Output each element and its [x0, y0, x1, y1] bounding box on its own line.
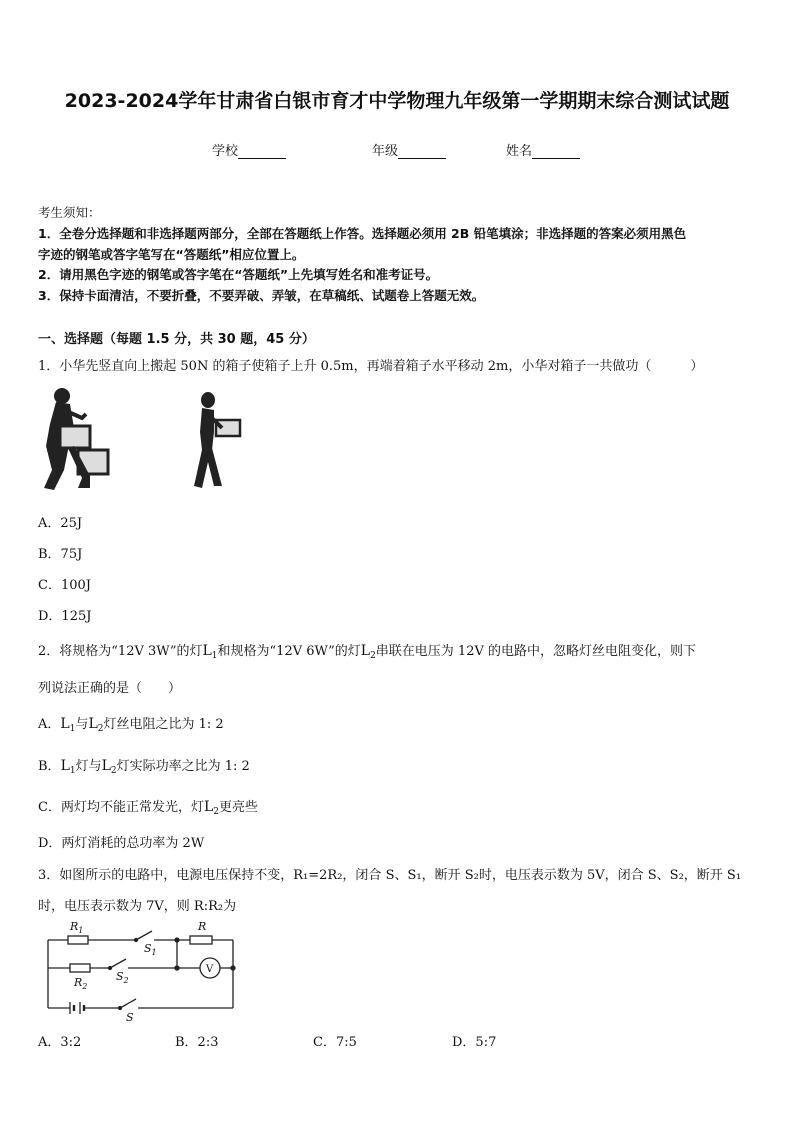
q2-option-c[interactable]: [38, 796, 258, 817]
carrying-person-figure: [194, 392, 240, 488]
grade-label: 年级: [372, 144, 399, 159]
q2a-lamp-2: L: [88, 716, 98, 732]
resistor-r: [190, 936, 212, 944]
label-r2: $R_2$: [74, 976, 88, 991]
notice-item-1a: 1．全卷分选择题和非选择题两部分，全部在答题纸上作答。选择题必须用 2B 铅笔填涂；非选择题的答案必须用黑色: [38, 226, 687, 241]
question-2-line-1: [38, 640, 696, 661]
question-1-text: 1．小华先竖直向上搬起 50N 的箱子使箱子上升 0.5m，再端着箱子水平移动 2m，小华对箱子一共做功（ ）: [38, 359, 704, 374]
resistor-r2: [70, 964, 90, 972]
q2c-sub: 2: [213, 807, 219, 817]
switch-s: [120, 999, 136, 1008]
q2a-suffix: 灯丝电阻之比为 1: 2: [103, 717, 224, 732]
q3-option-a[interactable]: A．3:2: [38, 1035, 82, 1050]
q1-option-c[interactable]: C．100J: [38, 578, 91, 593]
label-v: V: [206, 964, 214, 975]
q2b-sub-1: 1: [69, 766, 76, 776]
question-1-figure: [38, 388, 248, 494]
grade-blank[interactable]: [398, 144, 446, 159]
q2-option-b[interactable]: [38, 755, 250, 776]
name-label: 姓名: [506, 144, 533, 159]
q2-text-a: 2．将规格为“12V 3W”的灯: [38, 644, 203, 659]
q2b-lamp-2: L: [101, 758, 111, 774]
q3-option-b[interactable]: B．2:3: [175, 1035, 219, 1050]
notice-item-2: 2．请用黑色字迹的钢笔或答字笔在“答题纸”上先填写姓名和准考证号。: [38, 267, 439, 282]
q3-option-d[interactable]: D．5:7: [452, 1035, 497, 1050]
page-title: 2023-2024学年甘肃省白银市育才中学物理九年级第一学期期末综合测试试题: [64, 90, 730, 112]
q2-text-c: 串联在电压为 12V 的电路中，忽略灯丝电阻变化，则下: [375, 644, 696, 659]
switch-s2: [110, 959, 126, 968]
label-r: R: [198, 920, 207, 933]
q2-option-d[interactable]: D．两灯消耗的总功率为 2W: [38, 836, 205, 851]
q2c-suffix: 更亮些: [218, 800, 258, 815]
label-s2: $S_2$: [116, 970, 129, 985]
resistor-r1: [68, 936, 88, 944]
section-heading: 一、选择题（每题 1.5 分，共 30 题，45 分）: [38, 332, 315, 347]
switch-s1: [136, 931, 152, 940]
lamp-l2-symbol: L: [360, 643, 371, 659]
name-field: [506, 140, 580, 159]
q2b-mid: 灯与: [75, 759, 102, 774]
question-2-line-2: 列说法正确的是（ ）: [38, 681, 182, 696]
label-r1: $R_1$: [70, 920, 84, 935]
school-field: [212, 140, 286, 159]
q3-option-c[interactable]: C．7:5: [313, 1035, 357, 1050]
q2a-mid: 与: [75, 717, 89, 732]
notice-heading: 考生须知：: [38, 205, 101, 220]
name-blank[interactable]: [532, 144, 580, 159]
lifting-person-figure: [44, 388, 108, 490]
q2b-lamp-1: L: [60, 758, 70, 774]
notice-item-3: 3．保持卡面清洁，不要折叠，不要弄破、弄皱，在草稿纸、试题卷上答题无效。: [38, 288, 485, 303]
grade-field: [372, 140, 446, 159]
q1-option-b[interactable]: B．75J: [38, 547, 83, 562]
school-label: 学校: [212, 144, 239, 159]
q2a-prefix: A．: [38, 717, 61, 732]
label-s: S: [126, 1011, 134, 1023]
q2-text-b: 和规格为“12V 6W”的灯: [217, 644, 361, 659]
notice-item-1b: 字迹的钢笔或答字笔写在“答题纸”相应位置上。: [38, 247, 305, 262]
q2c-lamp: L: [203, 799, 214, 815]
label-s1: $S_1$: [144, 942, 157, 957]
circuit-diagram: [40, 918, 245, 1023]
q2b-suffix: 灯实际功率之比为 1: 2: [116, 759, 250, 774]
q2a-lamp-1: L: [60, 716, 70, 732]
q1-option-d[interactable]: D．125J: [38, 609, 92, 624]
lamp-l2-subscript: 2: [370, 651, 376, 661]
q2a-sub-1: 1: [69, 724, 76, 734]
q2c-prefix: C．两灯均不能正常发光，灯: [38, 800, 204, 815]
q2-option-a[interactable]: [38, 713, 224, 734]
question-3-line-1: 3．如图所示的电路中，电源电压保持不变，R₁=2R₂，闭合 S、S₁，断开 S₂时，电压表示数为 5V，闭合 S、S₂，断开 S₁: [38, 868, 742, 883]
q2b-sub-2: 2: [110, 766, 117, 776]
lamp-l1-symbol: L: [202, 643, 212, 659]
question-3-line-2: 时，电压表示数为 7V，则 R:R₂为: [38, 899, 237, 914]
q2a-sub-2: 2: [97, 724, 104, 734]
q1-option-a[interactable]: A．25J: [38, 516, 83, 531]
school-blank[interactable]: [238, 144, 286, 159]
lamp-l1-subscript: 1: [211, 651, 218, 661]
q2b-prefix: B．: [38, 759, 61, 774]
